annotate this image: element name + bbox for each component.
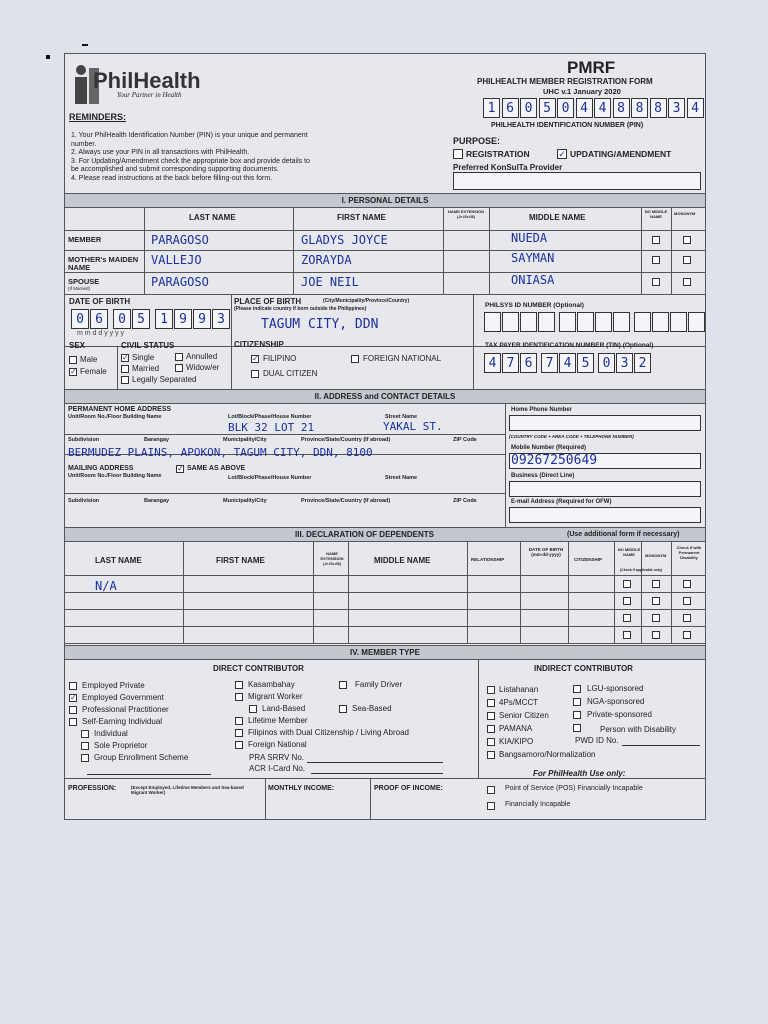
- single-checkbox[interactable]: ✓: [122, 353, 129, 362]
- direct-col1-checkbox[interactable]: [81, 754, 89, 762]
- perm-lot-col: Lot/Block/Phase/House Number: [228, 414, 312, 420]
- sea-based-label: Sea-Based: [352, 704, 392, 713]
- konsulta-input[interactable]: [453, 172, 701, 190]
- sex-label: SEX: [69, 341, 86, 350]
- name-row-last: PARAGOSO: [151, 233, 209, 247]
- updating-checkbox[interactable]: ✓: [558, 149, 566, 159]
- foreign-checkbox[interactable]: [351, 355, 359, 363]
- philsys-digit[interactable]: [595, 312, 612, 332]
- income-label: MONTHLY INCOME:: [268, 785, 335, 792]
- personal-details-header: I. PERSONAL DETAILS: [65, 193, 705, 208]
- pin-digit[interactable]: 4: [576, 98, 593, 118]
- philsys-digit[interactable]: [613, 312, 630, 332]
- direct-col1-label: Group Enrollment Scheme: [94, 753, 189, 762]
- profession-note: (Except Employed, Lifetime Members and Sea-based Migrant Worker): [131, 785, 244, 795]
- direct-col2-label: Migrant Worker: [248, 692, 303, 701]
- form-version: UHC v.1 January 2020: [543, 87, 621, 96]
- pin-digit[interactable]: 3: [668, 98, 685, 118]
- mail-zip-col: ZIP Code: [453, 498, 477, 504]
- separated-label: Legally Separated: [132, 375, 197, 384]
- dep-mono-checkbox[interactable]: [652, 597, 660, 605]
- logo-tagline: Your Partner in Health: [117, 91, 182, 99]
- col-name-ext: NAME EXTENSION (Jr./Sr./III): [447, 209, 484, 219]
- indirect-col1-label: Bangsamoro/Normalization: [499, 750, 596, 759]
- dob-digit[interactable]: 9: [174, 309, 192, 329]
- dob-digit[interactable]: 3: [212, 309, 230, 329]
- col-first-name: FIRST NAME: [337, 213, 386, 222]
- dep-nomid-checkbox[interactable]: [623, 631, 631, 639]
- dep-mono-checkbox[interactable]: [652, 580, 660, 588]
- tin-digit[interactable]: 2: [634, 353, 651, 373]
- dep-pwd-checkbox[interactable]: [683, 614, 691, 622]
- dep-vline: [671, 541, 672, 643]
- dep-pwd-checkbox[interactable]: [683, 597, 691, 605]
- dep-col-dob: DATE OF BIRTH (mm-dd-yyyy): [528, 547, 564, 557]
- reminder-line: number.: [71, 140, 97, 148]
- widow-label: Widow/er: [186, 363, 220, 372]
- dep-hline: [65, 575, 705, 576]
- direct-col1-checkbox[interactable]: [69, 718, 77, 726]
- dob-format: m m d d y y y y: [77, 330, 125, 337]
- indirect-col1-label: 4Ps/MCCT: [499, 698, 539, 707]
- mail-brgy-col: Barangay: [144, 498, 170, 504]
- acr-label: ACR I-Card No.: [249, 764, 306, 773]
- dep-hline: [65, 541, 705, 542]
- philsys-digit[interactable]: [577, 312, 594, 332]
- tin-digit[interactable]: 6: [520, 353, 537, 373]
- pin-digit[interactable]: 0: [557, 98, 574, 118]
- col-last-name: LAST NAME: [189, 213, 236, 222]
- annulled-checkbox[interactable]: [175, 353, 183, 361]
- direct-col2-checkbox[interactable]: [235, 681, 243, 689]
- dob-digit[interactable]: 6: [90, 309, 108, 329]
- no-middle-checkbox[interactable]: [652, 256, 660, 264]
- dep-hline: [65, 609, 705, 610]
- tin-digit[interactable]: 7: [502, 353, 519, 373]
- direct-col1-label: Individual: [94, 729, 128, 738]
- pin-digit[interactable]: 8: [650, 98, 667, 118]
- mail-muni-col: Municipality/City: [223, 498, 267, 504]
- profession-label: PROFESSION:: [68, 785, 117, 792]
- philsys-digit[interactable]: [652, 312, 669, 332]
- direct-col1-label: Sole Proprietor: [94, 741, 148, 750]
- logo-text: PhilHealth: [93, 68, 201, 93]
- dep-nomid-checkbox[interactable]: [623, 597, 631, 605]
- dep-col-rel: RELATIONSHIP: [471, 557, 505, 562]
- indirect-col1-label: PAMANA: [499, 724, 533, 733]
- mail-unit-col: Unit/Room No./Floor Building Name: [68, 473, 162, 479]
- fin-incapable-checkbox[interactable]: [487, 802, 495, 810]
- dependents-note: (Use additional form if necessary): [567, 531, 680, 538]
- family-driver-checkbox[interactable]: [339, 681, 347, 689]
- married-label: Married: [132, 364, 160, 373]
- pin-digit[interactable]: 8: [631, 98, 648, 118]
- direct-col1-checkbox[interactable]: ✓: [70, 693, 77, 702]
- name-row-sublabel: (If Married): [68, 286, 91, 291]
- name-row-label: SPOUSE: [68, 277, 100, 286]
- indirect-col2-label: Person with Disability: [600, 725, 677, 734]
- indirect-col1-checkbox[interactable]: [487, 699, 495, 707]
- direct-col2-label: Kasambahay: [248, 680, 295, 689]
- philsys-digit[interactable]: [538, 312, 555, 332]
- direct-col1-label: Employed Government: [82, 693, 164, 702]
- tin-label: TAX PAYER IDENTIFICATION NUMBER (TIN) (Optional): [485, 342, 654, 349]
- indirect-title: INDIRECT CONTRIBUTOR: [534, 664, 633, 673]
- mononym-checkbox[interactable]: [683, 278, 691, 286]
- proof-label: PROOF OF INCOME:: [374, 785, 443, 792]
- dep-vline: [641, 541, 642, 643]
- pin-digit[interactable]: 0: [520, 98, 537, 118]
- pin-digit[interactable]: 1: [483, 98, 500, 118]
- direct-title: DIRECT CONTRIBUTOR: [213, 664, 304, 673]
- member-type-header: IV. MEMBER TYPE: [65, 645, 705, 660]
- pwd-id-label: PWD ID No.: [575, 736, 619, 745]
- dob-digit[interactable]: 0: [113, 309, 131, 329]
- name-row-last: VALLEJO: [151, 253, 202, 267]
- civil-status-label: CIVIL STATUS: [121, 341, 175, 350]
- philsys-digit[interactable]: [484, 312, 501, 332]
- widow-checkbox[interactable]: [175, 364, 183, 372]
- direct-col2-checkbox[interactable]: [235, 717, 243, 725]
- dep-pwd-checkbox[interactable]: [683, 580, 691, 588]
- name-row-middle: NUEDA: [511, 231, 548, 245]
- perm-prov-col: Province/State/Country (If abroad): [301, 437, 391, 443]
- dob-digit[interactable]: 0: [71, 309, 89, 329]
- scan-mark-2: [82, 44, 88, 46]
- dependents-title: III. DECLARATION OF DEPENDENTS: [295, 530, 434, 539]
- dep-col-mono: MONONYM: [645, 553, 667, 558]
- email-label: E-mail Address (Required for OFW): [511, 499, 612, 505]
- tin-digit[interactable]: 7: [541, 353, 558, 373]
- dep-row1-last: N/A: [95, 579, 117, 593]
- name-row-middle: ONIASA: [511, 273, 555, 287]
- direct-col2-label: Filipinos with Dual Citizenship / Living Abroad: [248, 728, 409, 737]
- name-row-label: MEMBER: [68, 235, 102, 244]
- dep-vline: [467, 541, 468, 643]
- mononym-checkbox[interactable]: [683, 236, 691, 244]
- dep-col-cit: CITIZENSHIP: [574, 557, 603, 562]
- philsys-digit[interactable]: [634, 312, 651, 332]
- pos-checkbox[interactable]: [487, 786, 495, 794]
- name-row-first: JOE NEIL: [301, 275, 359, 289]
- direct-col1-checkbox[interactable]: [81, 742, 89, 750]
- perm-sub-col: Subdivision: [68, 437, 100, 443]
- direct-col1-label: Self-Earning Individual: [82, 717, 163, 726]
- pob-label: PLACE OF BIRTH: [234, 297, 302, 306]
- indirect-col2-label: NGA-sponsored: [587, 697, 645, 706]
- same-as-above-checkbox[interactable]: ✓: [177, 464, 184, 473]
- perm-muni-col: Municipality/City: [223, 437, 267, 443]
- mobile-label: Mobile Number (Required): [511, 445, 587, 451]
- mail-lot-col: Lot/Block/Phase/House Number: [228, 475, 312, 481]
- dep-vline: [520, 541, 521, 643]
- sea-based-checkbox[interactable]: [339, 705, 347, 713]
- dep-col-note: (Check if applicable only): [620, 568, 663, 572]
- male-label: Male: [80, 355, 98, 364]
- direct-col2-checkbox[interactable]: [235, 741, 243, 749]
- tin-digit[interactable]: 4: [484, 353, 501, 373]
- updating-label: UPDATING/AMENDMENT: [570, 149, 672, 159]
- indirect-col1-checkbox[interactable]: [487, 725, 495, 733]
- tin-digit[interactable]: 0: [598, 353, 615, 373]
- indirect-col1-checkbox[interactable]: [487, 712, 495, 720]
- tin-digit[interactable]: 3: [616, 353, 633, 373]
- dob-digit[interactable]: 5: [132, 309, 150, 329]
- direct-col2-checkbox[interactable]: [235, 729, 243, 737]
- single-label: Single: [132, 353, 155, 362]
- dep-col-pwd: Check if with Permanent Disability: [676, 545, 702, 560]
- perm-street-col: Street Name: [385, 414, 418, 420]
- direct-col1-checkbox[interactable]: [69, 706, 77, 714]
- direct-col2-label: Lifetime Member: [248, 716, 308, 725]
- indirect-col2-label: LGU-sponsored: [587, 684, 644, 693]
- dep-col-last: LAST NAME: [95, 556, 142, 565]
- dep-pwd-checkbox[interactable]: [683, 631, 691, 639]
- perm-full-value: BERMUDEZ PLAINS, APOKON, TAGUM CITY, DDN, 8100: [68, 446, 373, 459]
- pob-value: TAGUM CITY, DDN: [261, 317, 379, 332]
- pra-label: PRA SRRV No.: [249, 753, 304, 762]
- name-row-label: MOTHER's MAIDEN NAME: [68, 255, 139, 272]
- no-middle-checkbox[interactable]: [652, 278, 660, 286]
- dep-mono-checkbox[interactable]: [652, 631, 660, 639]
- philsys-digit[interactable]: [502, 312, 519, 332]
- name-row-last: PARAGOSO: [151, 275, 209, 289]
- dual-label: DUAL CITIZEN: [263, 369, 318, 378]
- dep-hline: [65, 592, 705, 593]
- tin-digit[interactable]: 4: [559, 353, 576, 373]
- dep-col-middle: MIDDLE NAME: [374, 556, 431, 565]
- tin-digit[interactable]: 5: [577, 353, 594, 373]
- pos-label: Point of Service (POS) Financially Incapable: [505, 785, 643, 792]
- direct-col2-label: Land-Based: [262, 704, 306, 713]
- perm-brgy-col: Barangay: [144, 437, 170, 443]
- dep-col-nomid: NO MIDDLE NAME: [617, 547, 641, 557]
- dob-digit[interactable]: 9: [193, 309, 211, 329]
- pin-digit[interactable]: 4: [594, 98, 611, 118]
- form-code: PMRF: [567, 58, 616, 77]
- reminder-line: be accomplished and submit corresponding supporting documents.: [71, 166, 279, 174]
- address-header: II. ADDRESS and CONTACT DETAILS: [65, 389, 705, 404]
- philsys-digit[interactable]: [520, 312, 537, 332]
- business-label: Business (Direct Line): [511, 473, 575, 479]
- philsys-label: PHILSYS ID NUMBER (Optional): [485, 302, 584, 309]
- indirect-col2-label: Private-sponsored: [587, 710, 652, 719]
- pob-note: (Please indicate country if born outside the Philippines): [234, 306, 367, 312]
- indirect-col2-checkbox[interactable]: [573, 698, 581, 706]
- dep-nomid-checkbox[interactable]: [623, 614, 631, 622]
- indirect-col1-checkbox[interactable]: [487, 738, 495, 746]
- separated-checkbox[interactable]: [121, 376, 129, 384]
- perm-unit-col: Unit/Room No./Floor Building Name: [68, 414, 162, 420]
- direct-col1-checkbox[interactable]: [81, 730, 89, 738]
- citizenship-label: CITIZENSHIP: [234, 340, 284, 349]
- indirect-col1-label: Senior Citizen: [499, 711, 549, 720]
- pin-digit[interactable]: 6: [502, 98, 519, 118]
- mail-street-col: Street Name: [385, 475, 418, 481]
- scan-mark: [46, 55, 50, 59]
- pin-digit[interactable]: 4: [687, 98, 704, 118]
- reminder-line: 3. For Updating/Amendment check the appropriate box and provide details to: [71, 157, 310, 165]
- indirect-col2-checkbox[interactable]: [573, 711, 581, 719]
- col-no-middle: NO MIDDLE NAME: [644, 209, 668, 219]
- female-label: Female: [80, 367, 107, 376]
- mailing-label: MAILING ADDRESS: [68, 465, 134, 472]
- philhealth-use-label: For PhilHealth Use only:: [533, 769, 626, 778]
- dual-checkbox[interactable]: [251, 370, 259, 378]
- name-row-first: ZORAYDA: [301, 253, 352, 267]
- purpose-label: PURPOSE:: [453, 136, 501, 146]
- dep-nomid-checkbox[interactable]: [623, 580, 631, 588]
- dep-col-ext: NAME EXTENSION (Jr./Sr./III): [320, 551, 344, 566]
- business-input[interactable]: [509, 481, 701, 497]
- perm-address-label: PERMANENT HOME ADDRESS: [68, 406, 172, 413]
- filipino-checkbox[interactable]: ✓: [252, 354, 259, 363]
- pin-label: PHILHEALTH IDENTIFICATION NUMBER (PIN): [491, 122, 644, 129]
- perm-lot-value: BLK 32 LOT 21: [228, 421, 315, 434]
- name-row-first: GLADYS JOYCE: [301, 233, 388, 247]
- no-middle-checkbox[interactable]: [652, 236, 660, 244]
- perm-zip-col: ZIP Code: [453, 437, 477, 443]
- reminders-title: REMINDERS:: [69, 112, 127, 122]
- philsys-digit[interactable]: [559, 312, 576, 332]
- dependents-header: [65, 527, 705, 542]
- name-row-middle: SAYMAN: [511, 251, 555, 265]
- mononym-checkbox[interactable]: [683, 256, 691, 264]
- registration-label: REGISTRATION: [466, 149, 530, 159]
- dep-hline: [65, 643, 705, 644]
- indirect-col1-checkbox[interactable]: [487, 686, 495, 694]
- pmrf-form: [64, 53, 706, 820]
- male-checkbox[interactable]: [69, 356, 77, 364]
- phone-format-note: (COUNTRY CODE + AREA CODE + TELEPHONE NUMBER): [509, 434, 634, 439]
- mail-sub-col: Subdivision: [68, 498, 100, 504]
- konsulta-label: Preferred KonSulTa Provider: [453, 163, 563, 172]
- pob-sub: (City/Municipality/Province/Country): [323, 298, 410, 304]
- dep-vline: [614, 541, 615, 643]
- annulled-label: Annulled: [186, 352, 218, 361]
- direct-col1-checkbox[interactable]: [69, 682, 77, 690]
- family-driver-label: Family Driver: [355, 680, 403, 689]
- form-title: PHILHEALTH MEMBER REGISTRATION FORM: [477, 77, 653, 86]
- dep-col-first: FIRST NAME: [216, 556, 265, 565]
- fin-incapable-label: Financially Incapable: [505, 801, 571, 808]
- female-checkbox[interactable]: ✓: [70, 367, 77, 376]
- mail-prov-col: Province/State/Country (If abroad): [301, 498, 391, 504]
- home-phone-input[interactable]: [509, 415, 701, 431]
- email-input[interactable]: [509, 507, 701, 523]
- indirect-col2-checkbox[interactable]: [573, 724, 581, 732]
- col-mononym: MONONYM: [674, 211, 696, 216]
- dep-vline: [183, 541, 184, 643]
- home-phone-label: Home Phone Number: [511, 407, 573, 413]
- dep-hline: [65, 626, 705, 627]
- filipino-label: FILIPINO: [263, 354, 297, 363]
- dob-label: DATE OF BIRTH: [69, 297, 131, 306]
- reminder-line: 4. Please read instructions at the back before filling-out this form.: [71, 175, 273, 182]
- reminder-line: 2. Always use your PIN in all transactions with PhilHealth.: [71, 149, 250, 157]
- indirect-col2-checkbox[interactable]: [573, 685, 581, 693]
- pin-digit[interactable]: 8: [613, 98, 630, 118]
- same-as-above-label: SAME AS ABOVE: [187, 465, 246, 472]
- dob-digit[interactable]: 1: [155, 309, 173, 329]
- philsys-digit[interactable]: [670, 312, 687, 332]
- foreign-label: FOREIGN NATIONAL: [363, 354, 442, 363]
- direct-col1-label: Employed Private: [82, 681, 145, 690]
- direct-col2-checkbox[interactable]: [235, 693, 243, 701]
- indirect-col1-label: Listahanan: [499, 685, 539, 694]
- dep-vline: [568, 541, 569, 643]
- pin-digit[interactable]: 5: [539, 98, 556, 118]
- indirect-col1-checkbox[interactable]: [487, 751, 495, 759]
- married-checkbox[interactable]: [121, 365, 129, 373]
- mobile-value: 09267250649: [511, 453, 598, 468]
- perm-street-value: YAKAL ST.: [383, 420, 443, 433]
- dep-vline: [313, 541, 314, 643]
- philsys-digit[interactable]: [688, 312, 705, 332]
- dep-mono-checkbox[interactable]: [652, 614, 660, 622]
- direct-col1-label: Professional Practitioner: [82, 705, 169, 714]
- direct-col2-checkbox[interactable]: [249, 705, 257, 713]
- reminder-line: 1. Your PhilHealth Identification Number (PIN) is your unique and permanent: [71, 132, 308, 139]
- registration-checkbox[interactable]: [453, 149, 463, 159]
- col-middle-name: MIDDLE NAME: [529, 213, 586, 222]
- direct-col2-label: Foreign National: [248, 740, 307, 749]
- indirect-col1-label: KIA/KIPO: [499, 737, 534, 746]
